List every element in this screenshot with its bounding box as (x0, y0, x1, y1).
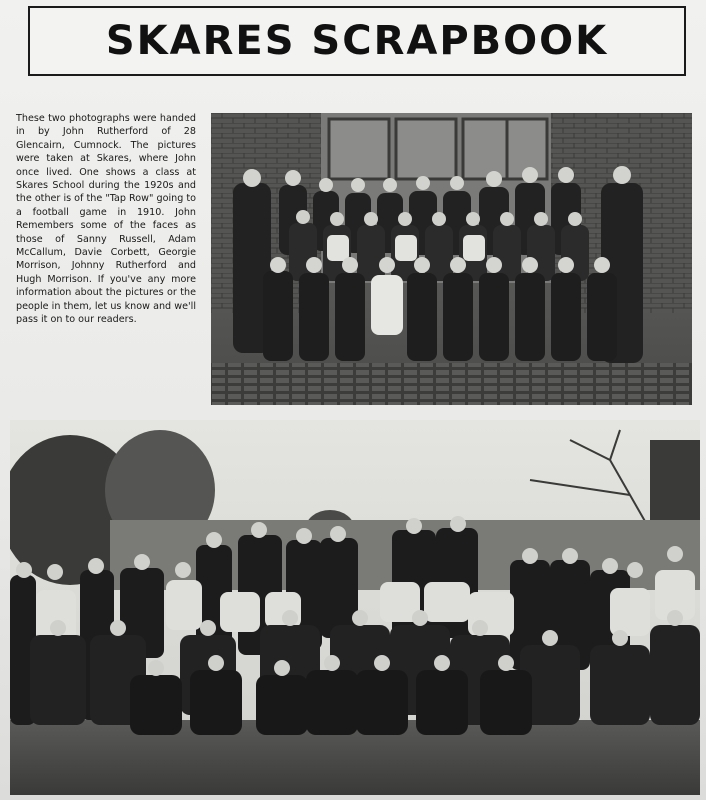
tap-row-group-photo-image (10, 420, 700, 795)
page-title: SKARES SCRAPBOOK (105, 18, 609, 64)
school-class-photo-image (211, 113, 692, 405)
article-caption: These two photographs were handed in by John Rutherford of 28 Glencairn, Cumnock. The pictures were taken at Skares, where John once lived. One shows a class at Skares School during the 1920s and the other is of the "Tap Row" going to a football game in 1910. John Remembers some of the faces as those of Sanny Russell, Adam McCallum, Davie Corbett, Georgie Morrison, Johnny Rutherford and Hugh Morrison. If you've any more information about the pictures or the people in them, let us know and we'll pass it on to our readers. (16, 113, 196, 326)
title-banner (28, 6, 686, 76)
tap-row-group-photo (10, 420, 700, 795)
school-class-photo (211, 113, 692, 405)
